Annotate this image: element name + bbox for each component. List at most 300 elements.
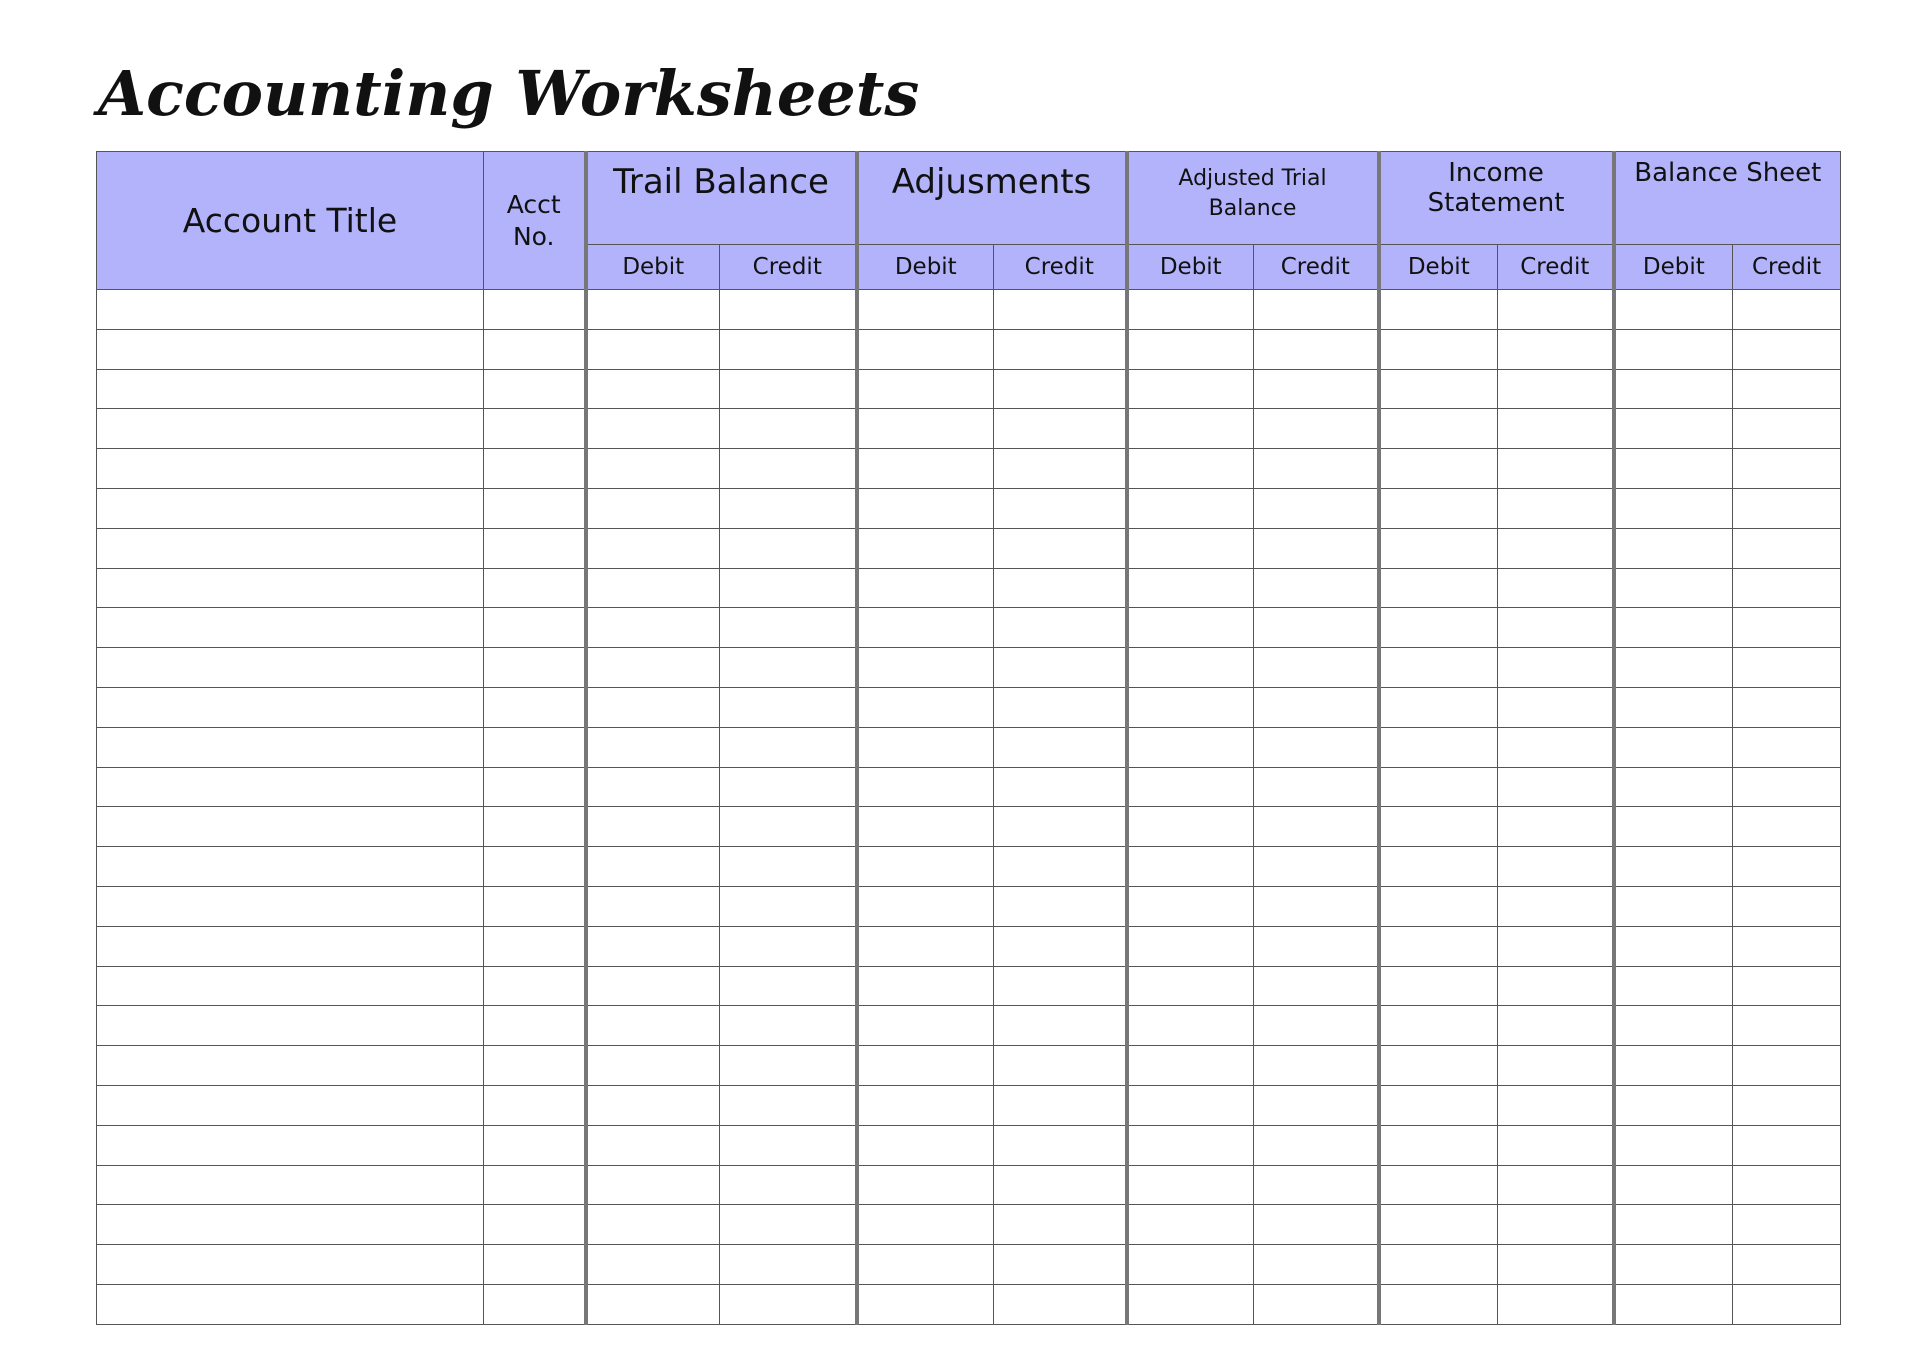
adjustments-debit-cell[interactable]	[857, 648, 994, 688]
trail-balance-credit-cell[interactable]	[720, 767, 857, 807]
adjusted-trial-balance-debit-cell[interactable]	[1127, 608, 1254, 648]
adjusted-trial-balance-credit-cell[interactable]	[1254, 687, 1379, 727]
adjusted-trial-balance-credit-cell[interactable]	[1254, 847, 1379, 887]
trail-balance-debit-cell[interactable]	[586, 767, 720, 807]
adjusted-trial-balance-debit-cell[interactable]	[1127, 1125, 1254, 1165]
adjusted-trial-balance-debit-cell[interactable]	[1127, 488, 1254, 528]
account-title-cell[interactable]	[97, 767, 484, 807]
balance-sheet-debit-cell[interactable]	[1614, 369, 1733, 409]
income-statement-debit-cell[interactable]	[1379, 290, 1498, 330]
account-title-cell[interactable]	[97, 1125, 484, 1165]
adjusted-trial-balance-credit-cell[interactable]	[1254, 369, 1379, 409]
balance-sheet-debit-cell[interactable]	[1614, 528, 1733, 568]
account-title-cell[interactable]	[97, 648, 484, 688]
acct-no-cell[interactable]	[484, 807, 586, 847]
adjusted-trial-balance-credit-cell[interactable]	[1254, 608, 1379, 648]
balance-sheet-credit-cell[interactable]	[1733, 886, 1841, 926]
acct-no-cell[interactable]	[484, 449, 586, 489]
adjusted-trial-balance-credit-cell[interactable]	[1254, 528, 1379, 568]
trail-balance-credit-cell[interactable]	[720, 1125, 857, 1165]
balance-sheet-debit-cell[interactable]	[1614, 608, 1733, 648]
balance-sheet-debit-cell[interactable]	[1614, 409, 1733, 449]
income-statement-credit-cell[interactable]	[1498, 727, 1614, 767]
trail-balance-credit-cell[interactable]	[720, 1085, 857, 1125]
trail-balance-debit-cell[interactable]	[586, 1085, 720, 1125]
balance-sheet-credit-cell[interactable]	[1733, 568, 1841, 608]
adjusted-trial-balance-credit-cell[interactable]	[1254, 1046, 1379, 1086]
income-statement-credit-cell[interactable]	[1498, 1046, 1614, 1086]
adjustments-credit-cell[interactable]	[994, 1284, 1127, 1324]
trail-balance-credit-cell[interactable]	[720, 1046, 857, 1086]
account-title-cell[interactable]	[97, 886, 484, 926]
balance-sheet-credit-cell[interactable]	[1733, 767, 1841, 807]
adjusted-trial-balance-credit-cell[interactable]	[1254, 886, 1379, 926]
account-title-cell[interactable]	[97, 1284, 484, 1324]
balance-sheet-debit-cell[interactable]	[1614, 807, 1733, 847]
acct-no-cell[interactable]	[484, 608, 586, 648]
adjusted-trial-balance-credit-cell[interactable]	[1254, 1006, 1379, 1046]
adjustments-credit-cell[interactable]	[994, 488, 1127, 528]
adjustments-credit-cell[interactable]	[994, 290, 1127, 330]
income-statement-debit-cell[interactable]	[1379, 966, 1498, 1006]
balance-sheet-credit-cell[interactable]	[1733, 449, 1841, 489]
trail-balance-credit-cell[interactable]	[720, 926, 857, 966]
income-statement-credit-cell[interactable]	[1498, 886, 1614, 926]
acct-no-cell[interactable]	[484, 847, 586, 887]
balance-sheet-credit-cell[interactable]	[1733, 329, 1841, 369]
adjustments-debit-cell[interactable]	[857, 727, 994, 767]
trail-balance-credit-cell[interactable]	[720, 369, 857, 409]
adjusted-trial-balance-debit-cell[interactable]	[1127, 648, 1254, 688]
acct-no-cell[interactable]	[484, 409, 586, 449]
acct-no-cell[interactable]	[484, 966, 586, 1006]
adjusted-trial-balance-debit-cell[interactable]	[1127, 528, 1254, 568]
adjusted-trial-balance-debit-cell[interactable]	[1127, 290, 1254, 330]
adjusted-trial-balance-credit-cell[interactable]	[1254, 449, 1379, 489]
income-statement-credit-cell[interactable]	[1498, 1125, 1614, 1165]
adjustments-credit-cell[interactable]	[994, 807, 1127, 847]
adjustments-debit-cell[interactable]	[857, 687, 994, 727]
income-statement-debit-cell[interactable]	[1379, 528, 1498, 568]
account-title-cell[interactable]	[97, 488, 484, 528]
income-statement-credit-cell[interactable]	[1498, 847, 1614, 887]
acct-no-cell[interactable]	[484, 687, 586, 727]
balance-sheet-credit-cell[interactable]	[1733, 847, 1841, 887]
adjusted-trial-balance-credit-cell[interactable]	[1254, 329, 1379, 369]
adjusted-trial-balance-debit-cell[interactable]	[1127, 926, 1254, 966]
adjusted-trial-balance-debit-cell[interactable]	[1127, 807, 1254, 847]
income-statement-debit-cell[interactable]	[1379, 1165, 1498, 1205]
balance-sheet-debit-cell[interactable]	[1614, 767, 1733, 807]
income-statement-debit-cell[interactable]	[1379, 847, 1498, 887]
adjusted-trial-balance-credit-cell[interactable]	[1254, 1165, 1379, 1205]
acct-no-cell[interactable]	[484, 886, 586, 926]
account-title-cell[interactable]	[97, 568, 484, 608]
income-statement-debit-cell[interactable]	[1379, 687, 1498, 727]
income-statement-credit-cell[interactable]	[1498, 1006, 1614, 1046]
adjusted-trial-balance-debit-cell[interactable]	[1127, 1006, 1254, 1046]
trail-balance-credit-cell[interactable]	[720, 807, 857, 847]
adjustments-credit-cell[interactable]	[994, 847, 1127, 887]
income-statement-debit-cell[interactable]	[1379, 767, 1498, 807]
adjusted-trial-balance-debit-cell[interactable]	[1127, 1205, 1254, 1245]
adjustments-credit-cell[interactable]	[994, 1046, 1127, 1086]
adjustments-debit-cell[interactable]	[857, 409, 994, 449]
balance-sheet-debit-cell[interactable]	[1614, 1284, 1733, 1324]
income-statement-credit-cell[interactable]	[1498, 687, 1614, 727]
income-statement-debit-cell[interactable]	[1379, 568, 1498, 608]
trail-balance-debit-cell[interactable]	[586, 290, 720, 330]
adjusted-trial-balance-debit-cell[interactable]	[1127, 369, 1254, 409]
income-statement-debit-cell[interactable]	[1379, 1245, 1498, 1285]
trail-balance-debit-cell[interactable]	[586, 648, 720, 688]
balance-sheet-credit-cell[interactable]	[1733, 290, 1841, 330]
income-statement-credit-cell[interactable]	[1498, 1284, 1614, 1324]
trail-balance-credit-cell[interactable]	[720, 727, 857, 767]
balance-sheet-credit-cell[interactable]	[1733, 1006, 1841, 1046]
acct-no-cell[interactable]	[484, 1245, 586, 1285]
adjustments-debit-cell[interactable]	[857, 1006, 994, 1046]
adjusted-trial-balance-debit-cell[interactable]	[1127, 329, 1254, 369]
account-title-cell[interactable]	[97, 807, 484, 847]
trail-balance-debit-cell[interactable]	[586, 329, 720, 369]
adjustments-credit-cell[interactable]	[994, 767, 1127, 807]
account-title-cell[interactable]	[97, 1165, 484, 1205]
adjustments-credit-cell[interactable]	[994, 449, 1127, 489]
trail-balance-debit-cell[interactable]	[586, 1245, 720, 1285]
trail-balance-credit-cell[interactable]	[720, 1245, 857, 1285]
acct-no-cell[interactable]	[484, 1125, 586, 1165]
income-statement-credit-cell[interactable]	[1498, 369, 1614, 409]
adjusted-trial-balance-credit-cell[interactable]	[1254, 926, 1379, 966]
balance-sheet-debit-cell[interactable]	[1614, 687, 1733, 727]
acct-no-cell[interactable]	[484, 648, 586, 688]
balance-sheet-credit-cell[interactable]	[1733, 687, 1841, 727]
income-statement-debit-cell[interactable]	[1379, 648, 1498, 688]
account-title-cell[interactable]	[97, 926, 484, 966]
acct-no-cell[interactable]	[484, 1006, 586, 1046]
adjusted-trial-balance-credit-cell[interactable]	[1254, 1284, 1379, 1324]
balance-sheet-debit-cell[interactable]	[1614, 886, 1733, 926]
trail-balance-debit-cell[interactable]	[586, 369, 720, 409]
balance-sheet-credit-cell[interactable]	[1733, 369, 1841, 409]
adjustments-debit-cell[interactable]	[857, 1205, 994, 1245]
balance-sheet-debit-cell[interactable]	[1614, 926, 1733, 966]
adjusted-trial-balance-debit-cell[interactable]	[1127, 449, 1254, 489]
adjustments-credit-cell[interactable]	[994, 1165, 1127, 1205]
income-statement-credit-cell[interactable]	[1498, 449, 1614, 489]
balance-sheet-debit-cell[interactable]	[1614, 488, 1733, 528]
adjustments-debit-cell[interactable]	[857, 966, 994, 1006]
balance-sheet-debit-cell[interactable]	[1614, 847, 1733, 887]
trail-balance-debit-cell[interactable]	[586, 1284, 720, 1324]
trail-balance-debit-cell[interactable]	[586, 926, 720, 966]
adjustments-debit-cell[interactable]	[857, 528, 994, 568]
adjusted-trial-balance-debit-cell[interactable]	[1127, 1085, 1254, 1125]
balance-sheet-debit-cell[interactable]	[1614, 449, 1733, 489]
trail-balance-credit-cell[interactable]	[720, 886, 857, 926]
balance-sheet-debit-cell[interactable]	[1614, 648, 1733, 688]
income-statement-debit-cell[interactable]	[1379, 369, 1498, 409]
balance-sheet-debit-cell[interactable]	[1614, 1125, 1733, 1165]
acct-no-cell[interactable]	[484, 290, 586, 330]
adjusted-trial-balance-credit-cell[interactable]	[1254, 290, 1379, 330]
trail-balance-credit-cell[interactable]	[720, 687, 857, 727]
trail-balance-debit-cell[interactable]	[586, 847, 720, 887]
trail-balance-credit-cell[interactable]	[720, 290, 857, 330]
trail-balance-credit-cell[interactable]	[720, 1284, 857, 1324]
adjusted-trial-balance-debit-cell[interactable]	[1127, 966, 1254, 1006]
account-title-cell[interactable]	[97, 329, 484, 369]
balance-sheet-credit-cell[interactable]	[1733, 488, 1841, 528]
income-statement-debit-cell[interactable]	[1379, 926, 1498, 966]
balance-sheet-debit-cell[interactable]	[1614, 290, 1733, 330]
account-title-cell[interactable]	[97, 290, 484, 330]
account-title-cell[interactable]	[97, 1046, 484, 1086]
adjustments-credit-cell[interactable]	[994, 687, 1127, 727]
trail-balance-debit-cell[interactable]	[586, 1125, 720, 1165]
account-title-cell[interactable]	[97, 1006, 484, 1046]
adjusted-trial-balance-credit-cell[interactable]	[1254, 1245, 1379, 1285]
adjustments-debit-cell[interactable]	[857, 886, 994, 926]
income-statement-credit-cell[interactable]	[1498, 568, 1614, 608]
balance-sheet-debit-cell[interactable]	[1614, 1245, 1733, 1285]
trail-balance-credit-cell[interactable]	[720, 1165, 857, 1205]
income-statement-credit-cell[interactable]	[1498, 1085, 1614, 1125]
trail-balance-credit-cell[interactable]	[720, 409, 857, 449]
adjustments-debit-cell[interactable]	[857, 488, 994, 528]
adjusted-trial-balance-debit-cell[interactable]	[1127, 847, 1254, 887]
income-statement-credit-cell[interactable]	[1498, 488, 1614, 528]
income-statement-credit-cell[interactable]	[1498, 290, 1614, 330]
adjustments-credit-cell[interactable]	[994, 1085, 1127, 1125]
trail-balance-debit-cell[interactable]	[586, 528, 720, 568]
adjustments-credit-cell[interactable]	[994, 528, 1127, 568]
adjusted-trial-balance-credit-cell[interactable]	[1254, 409, 1379, 449]
balance-sheet-credit-cell[interactable]	[1733, 528, 1841, 568]
account-title-cell[interactable]	[97, 608, 484, 648]
adjustments-debit-cell[interactable]	[857, 449, 994, 489]
adjusted-trial-balance-debit-cell[interactable]	[1127, 727, 1254, 767]
adjustments-debit-cell[interactable]	[857, 1085, 994, 1125]
trail-balance-credit-cell[interactable]	[720, 847, 857, 887]
adjusted-trial-balance-credit-cell[interactable]	[1254, 966, 1379, 1006]
income-statement-debit-cell[interactable]	[1379, 409, 1498, 449]
trail-balance-debit-cell[interactable]	[586, 966, 720, 1006]
trail-balance-credit-cell[interactable]	[720, 568, 857, 608]
adjustments-debit-cell[interactable]	[857, 290, 994, 330]
adjustments-debit-cell[interactable]	[857, 926, 994, 966]
adjustments-credit-cell[interactable]	[994, 926, 1127, 966]
income-statement-debit-cell[interactable]	[1379, 1284, 1498, 1324]
adjusted-trial-balance-credit-cell[interactable]	[1254, 488, 1379, 528]
income-statement-credit-cell[interactable]	[1498, 1165, 1614, 1205]
account-title-cell[interactable]	[97, 966, 484, 1006]
adjustments-debit-cell[interactable]	[857, 1284, 994, 1324]
income-statement-credit-cell[interactable]	[1498, 1245, 1614, 1285]
trail-balance-credit-cell[interactable]	[720, 608, 857, 648]
adjustments-credit-cell[interactable]	[994, 1125, 1127, 1165]
trail-balance-credit-cell[interactable]	[720, 1006, 857, 1046]
trail-balance-credit-cell[interactable]	[720, 966, 857, 1006]
income-statement-credit-cell[interactable]	[1498, 528, 1614, 568]
income-statement-debit-cell[interactable]	[1379, 488, 1498, 528]
balance-sheet-debit-cell[interactable]	[1614, 329, 1733, 369]
trail-balance-credit-cell[interactable]	[720, 329, 857, 369]
balance-sheet-debit-cell[interactable]	[1614, 1085, 1733, 1125]
balance-sheet-credit-cell[interactable]	[1733, 1085, 1841, 1125]
adjustments-credit-cell[interactable]	[994, 1205, 1127, 1245]
adjustments-credit-cell[interactable]	[994, 1245, 1127, 1285]
acct-no-cell[interactable]	[484, 1046, 586, 1086]
trail-balance-credit-cell[interactable]	[720, 648, 857, 688]
acct-no-cell[interactable]	[484, 1165, 586, 1205]
trail-balance-credit-cell[interactable]	[720, 528, 857, 568]
trail-balance-debit-cell[interactable]	[586, 409, 720, 449]
adjusted-trial-balance-debit-cell[interactable]	[1127, 409, 1254, 449]
adjusted-trial-balance-debit-cell[interactable]	[1127, 687, 1254, 727]
balance-sheet-credit-cell[interactable]	[1733, 1046, 1841, 1086]
income-statement-debit-cell[interactable]	[1379, 449, 1498, 489]
trail-balance-debit-cell[interactable]	[586, 488, 720, 528]
income-statement-debit-cell[interactable]	[1379, 727, 1498, 767]
income-statement-credit-cell[interactable]	[1498, 966, 1614, 1006]
trail-balance-debit-cell[interactable]	[586, 1205, 720, 1245]
income-statement-debit-cell[interactable]	[1379, 886, 1498, 926]
adjusted-trial-balance-debit-cell[interactable]	[1127, 1245, 1254, 1285]
adjusted-trial-balance-debit-cell[interactable]	[1127, 1284, 1254, 1324]
acct-no-cell[interactable]	[484, 727, 586, 767]
adjustments-debit-cell[interactable]	[857, 568, 994, 608]
balance-sheet-debit-cell[interactable]	[1614, 1165, 1733, 1205]
account-title-cell[interactable]	[97, 369, 484, 409]
adjusted-trial-balance-credit-cell[interactable]	[1254, 727, 1379, 767]
balance-sheet-debit-cell[interactable]	[1614, 1205, 1733, 1245]
acct-no-cell[interactable]	[484, 528, 586, 568]
account-title-cell[interactable]	[97, 1085, 484, 1125]
income-statement-debit-cell[interactable]	[1379, 608, 1498, 648]
balance-sheet-debit-cell[interactable]	[1614, 568, 1733, 608]
balance-sheet-debit-cell[interactable]	[1614, 1006, 1733, 1046]
income-statement-credit-cell[interactable]	[1498, 807, 1614, 847]
adjustments-debit-cell[interactable]	[857, 1046, 994, 1086]
income-statement-debit-cell[interactable]	[1379, 1205, 1498, 1245]
balance-sheet-credit-cell[interactable]	[1733, 1165, 1841, 1205]
adjustments-credit-cell[interactable]	[994, 648, 1127, 688]
balance-sheet-debit-cell[interactable]	[1614, 1046, 1733, 1086]
balance-sheet-credit-cell[interactable]	[1733, 409, 1841, 449]
adjustments-debit-cell[interactable]	[857, 369, 994, 409]
income-statement-debit-cell[interactable]	[1379, 329, 1498, 369]
adjusted-trial-balance-credit-cell[interactable]	[1254, 1085, 1379, 1125]
account-title-cell[interactable]	[97, 847, 484, 887]
trail-balance-credit-cell[interactable]	[720, 1205, 857, 1245]
balance-sheet-credit-cell[interactable]	[1733, 648, 1841, 688]
adjusted-trial-balance-debit-cell[interactable]	[1127, 1046, 1254, 1086]
trail-balance-debit-cell[interactable]	[586, 1046, 720, 1086]
account-title-cell[interactable]	[97, 1245, 484, 1285]
trail-balance-debit-cell[interactable]	[586, 1006, 720, 1046]
acct-no-cell[interactable]	[484, 369, 586, 409]
acct-no-cell[interactable]	[484, 568, 586, 608]
adjustments-debit-cell[interactable]	[857, 767, 994, 807]
adjustments-debit-cell[interactable]	[857, 1125, 994, 1165]
acct-no-cell[interactable]	[484, 1284, 586, 1324]
acct-no-cell[interactable]	[484, 767, 586, 807]
adjustments-credit-cell[interactable]	[994, 329, 1127, 369]
trail-balance-debit-cell[interactable]	[586, 1165, 720, 1205]
balance-sheet-credit-cell[interactable]	[1733, 1205, 1841, 1245]
income-statement-credit-cell[interactable]	[1498, 409, 1614, 449]
balance-sheet-credit-cell[interactable]	[1733, 727, 1841, 767]
income-statement-credit-cell[interactable]	[1498, 608, 1614, 648]
adjustments-credit-cell[interactable]	[994, 608, 1127, 648]
adjustments-debit-cell[interactable]	[857, 1245, 994, 1285]
trail-balance-credit-cell[interactable]	[720, 449, 857, 489]
account-title-cell[interactable]	[97, 409, 484, 449]
adjusted-trial-balance-credit-cell[interactable]	[1254, 1205, 1379, 1245]
trail-balance-debit-cell[interactable]	[586, 687, 720, 727]
balance-sheet-debit-cell[interactable]	[1614, 727, 1733, 767]
trail-balance-debit-cell[interactable]	[586, 608, 720, 648]
account-title-cell[interactable]	[97, 687, 484, 727]
income-statement-credit-cell[interactable]	[1498, 767, 1614, 807]
adjusted-trial-balance-credit-cell[interactable]	[1254, 648, 1379, 688]
balance-sheet-credit-cell[interactable]	[1733, 1125, 1841, 1165]
acct-no-cell[interactable]	[484, 1205, 586, 1245]
balance-sheet-credit-cell[interactable]	[1733, 926, 1841, 966]
acct-no-cell[interactable]	[484, 926, 586, 966]
income-statement-credit-cell[interactable]	[1498, 648, 1614, 688]
adjusted-trial-balance-debit-cell[interactable]	[1127, 886, 1254, 926]
income-statement-debit-cell[interactable]	[1379, 1006, 1498, 1046]
account-title-cell[interactable]	[97, 727, 484, 767]
acct-no-cell[interactable]	[484, 329, 586, 369]
adjustments-credit-cell[interactable]	[994, 1006, 1127, 1046]
trail-balance-debit-cell[interactable]	[586, 727, 720, 767]
trail-balance-debit-cell[interactable]	[586, 807, 720, 847]
acct-no-cell[interactable]	[484, 1085, 586, 1125]
account-title-cell[interactable]	[97, 449, 484, 489]
adjusted-trial-balance-debit-cell[interactable]	[1127, 767, 1254, 807]
account-title-cell[interactable]	[97, 528, 484, 568]
adjustments-credit-cell[interactable]	[994, 966, 1127, 1006]
adjustments-debit-cell[interactable]	[857, 847, 994, 887]
acct-no-cell[interactable]	[484, 488, 586, 528]
income-statement-credit-cell[interactable]	[1498, 1205, 1614, 1245]
adjustments-debit-cell[interactable]	[857, 807, 994, 847]
adjusted-trial-balance-debit-cell[interactable]	[1127, 568, 1254, 608]
adjustments-credit-cell[interactable]	[994, 568, 1127, 608]
income-statement-debit-cell[interactable]	[1379, 1085, 1498, 1125]
balance-sheet-credit-cell[interactable]	[1733, 608, 1841, 648]
balance-sheet-credit-cell[interactable]	[1733, 1284, 1841, 1324]
adjusted-trial-balance-credit-cell[interactable]	[1254, 767, 1379, 807]
trail-balance-debit-cell[interactable]	[586, 568, 720, 608]
income-statement-debit-cell[interactable]	[1379, 1125, 1498, 1165]
balance-sheet-credit-cell[interactable]	[1733, 966, 1841, 1006]
adjusted-trial-balance-credit-cell[interactable]	[1254, 1125, 1379, 1165]
trail-balance-credit-cell[interactable]	[720, 488, 857, 528]
trail-balance-debit-cell[interactable]	[586, 886, 720, 926]
balance-sheet-debit-cell[interactable]	[1614, 966, 1733, 1006]
income-statement-credit-cell[interactable]	[1498, 926, 1614, 966]
adjustments-credit-cell[interactable]	[994, 369, 1127, 409]
adjusted-trial-balance-credit-cell[interactable]	[1254, 807, 1379, 847]
income-statement-debit-cell[interactable]	[1379, 1046, 1498, 1086]
adjusted-trial-balance-credit-cell[interactable]	[1254, 568, 1379, 608]
balance-sheet-credit-cell[interactable]	[1733, 1245, 1841, 1285]
